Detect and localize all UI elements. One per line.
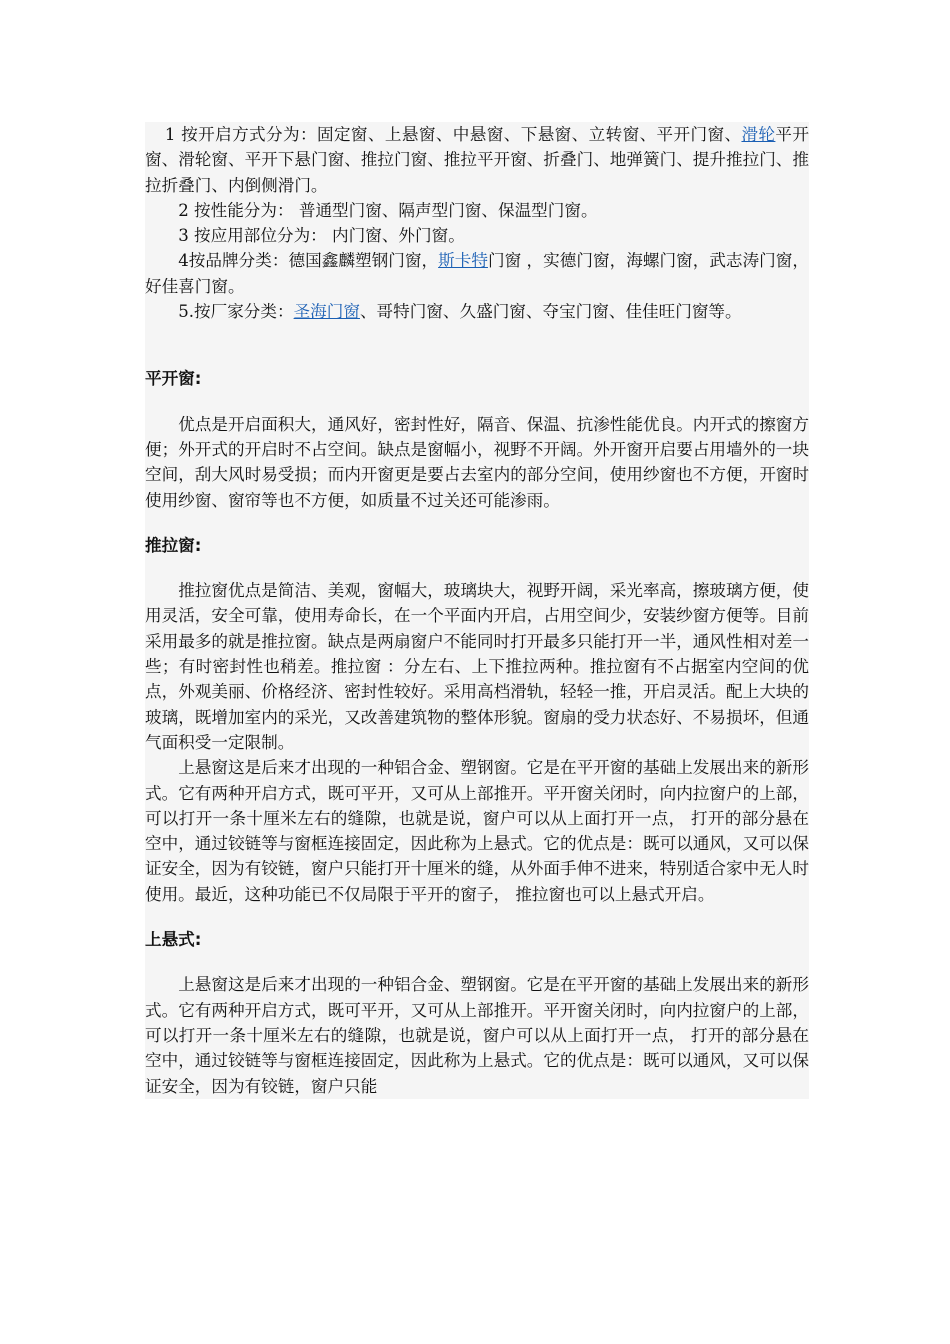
top-hung-body: 上悬窗这是后来才出现的一种铝合金、塑钢窗。它是在平开窗的基础上发展出来的新形式。它有两种开启方式，既可平开，又可从上部推开。平开窗关闭时，向内拉窗户的上部，可以打开一条十厘米左右的缝隙，也就是说，窗户可以从上面打开一点， 打开的部分悬在空中，通过铰链等与窗框连接固定，因此称为上悬式。它的优点是：既可以通风，又可以保证安全，因为有铰链，窗户只能 (145, 975, 809, 1096)
heading-casement-window: 平开窗: (145, 369, 202, 389)
text-run: 门窗 ，实德门窗，海螺门窗，武志涛门窗，好佳喜门窗。 (145, 251, 810, 296)
text-run: 、哥特门窗、久盛门窗、夺宝门窗、佳佳旺门窗等。 (359, 302, 742, 322)
document-page (145, 122, 809, 1099)
classification-by-brand (145, 248, 809, 299)
heading-sliding-window: 推拉窗: (145, 535, 202, 555)
classification-by-location: 3 按应用部位分为： 内门窗、外门窗。 (178, 226, 465, 246)
text-run: 平开窗、滑轮窗、平开下悬门窗、推拉门窗、推拉平开窗、折叠门、地弹簧门、提升推拉门、推拉折叠门、内倒侧滑门。 (145, 125, 809, 195)
text-run: 4按品牌分类：德国鑫麟塑钢门窗， (178, 251, 439, 271)
text-run: 1 按开启方式分为：固定窗、上悬窗、中悬窗、下悬窗、立转窗、平开门窗、 (164, 125, 742, 144)
link-scott[interactable]: 斯卡特 (438, 251, 488, 271)
text-run: 5.按厂家分类： (178, 302, 294, 322)
classification-by-opening (145, 122, 809, 198)
classification-by-performance: 2 按性能分为： 普通型门窗、隔声型门窗、保温型门窗。 (178, 200, 598, 220)
sliding-body: 推拉窗优点是简洁、美观，窗幅大，玻璃块大，视野开阔，采光率高，擦玻璃方便，使用灵活，安全可靠，使用寿命长，在一个平面内开启，占用空间少，安装纱窗方便等。目前采用最多的就是推拉窗。缺点是两扇窗户不能同时打开最多只能打开一半，通风性相对差一些；有时密封性也稍差。推拉窗 ：分左右、上下推拉两种。推拉窗有不占据室内空间的优点，外观美丽、价格经济、密封性较好。采用高档滑轨，轻轻一推，开启灵活。配上大块的玻璃，既增加室内的采光，又改善建筑物的整体形貌。窗扇的受力状态好、不易损坏，但通气面积受一定限制。 (145, 581, 809, 752)
link-shenghai[interactable]: 圣海门窗 (293, 302, 360, 322)
link-pulley[interactable]: 滑轮 (741, 125, 776, 144)
casement-body: 优点是开启面积大，通风好，密封性好，隔音、保温、抗渗性能优良。内开式的擦窗方便；外开式的开启时不占空间。缺点是窗幅小，视野不开阔。外开窗开启要占用墙外的一块空间，刮大风时易受损；而内开窗更是要占去室内的部分空间，使用纱窗也不方便，开窗时使用纱窗、窗帘等也不方便，如质量不过关还可能渗雨。 (145, 414, 809, 510)
classification-by-manufacturer (145, 299, 809, 324)
top-hung-description: 上悬窗这是后来才出现的一种铝合金、塑钢窗。它是在平开窗的基础上发展出来的新形式。它有两种开启方式，既可平开，又可从上部推开。平开窗关闭时，向内拉窗户的上部，可以打开一条十厘米左右的缝隙，也就是说，窗户可以从上面打开一点， 打开的部分悬在空中，通过铰链等与窗框连接固定，因此称为上悬式。它的优点是：既可以通风，又可以保证安全，因为有铰链，窗户只能打开十厘米的缝，从外面手伸不进来，特别适合家中无人时使用。最近，这种功能已不仅局限于平开的窗子， 推拉窗也可以上悬式开启。 (145, 758, 809, 904)
heading-top-hung: 上悬式: (145, 930, 202, 950)
